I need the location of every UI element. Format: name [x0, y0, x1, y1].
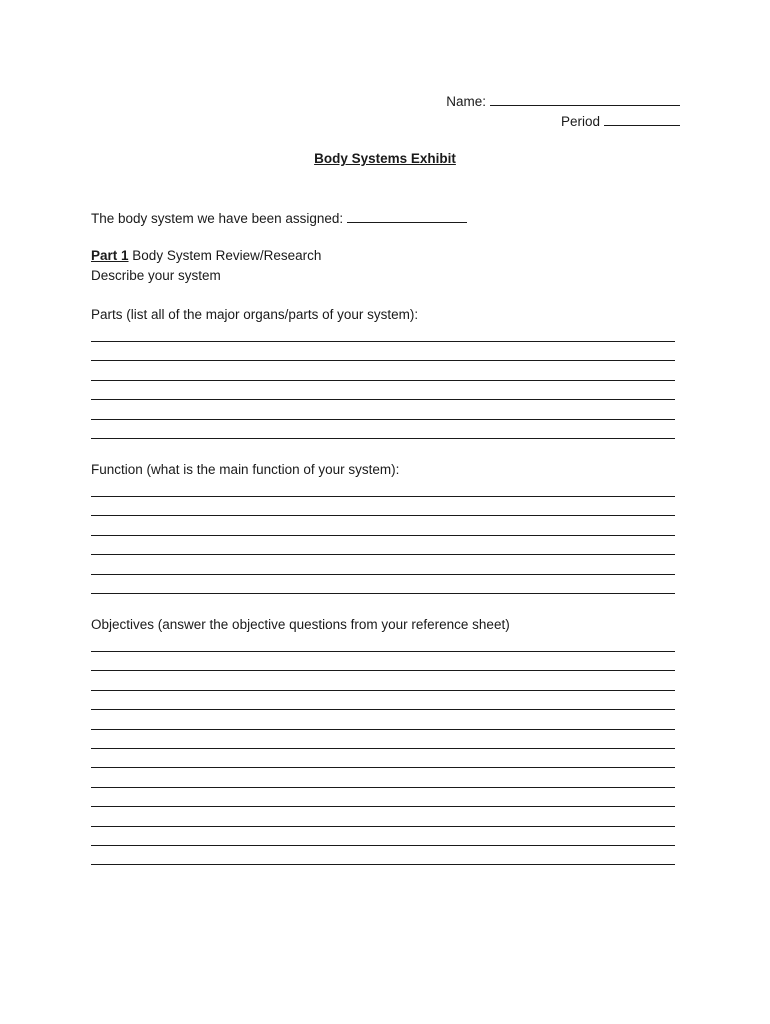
answer-line[interactable]: [91, 554, 675, 555]
name-blank[interactable]: [490, 92, 680, 106]
answer-line[interactable]: [91, 670, 675, 671]
answer-line[interactable]: [91, 845, 675, 846]
part1-subheading: Describe your system: [91, 268, 221, 283]
answer-line[interactable]: [91, 360, 675, 361]
answer-line[interactable]: [91, 787, 675, 788]
answer-line[interactable]: [91, 729, 675, 730]
assigned-system-blank[interactable]: [347, 209, 467, 223]
name-label: Name:: [446, 94, 486, 109]
period-blank[interactable]: [604, 112, 680, 126]
page-title: Body Systems Exhibit: [314, 151, 456, 166]
assigned-system-label: The body system we have been assigned:: [91, 211, 344, 226]
answer-line[interactable]: [91, 593, 675, 594]
answer-line[interactable]: [91, 806, 675, 807]
answer-line[interactable]: [91, 826, 675, 827]
parts-prompt: Parts (list all of the major organs/parts of your system):: [91, 307, 419, 322]
assigned-system-field: [91, 209, 467, 226]
answer-line[interactable]: [91, 709, 675, 710]
answer-line[interactable]: [91, 419, 675, 420]
part1-title: Body System Review/Research: [132, 248, 322, 263]
answer-line[interactable]: [91, 651, 675, 652]
answer-line[interactable]: [91, 748, 675, 749]
objectives-prompt: Objectives (answer the objective questions from your reference sheet): [91, 617, 510, 632]
period-label: Period: [560, 114, 600, 129]
answer-line[interactable]: [91, 438, 675, 439]
part1-heading: [91, 248, 321, 263]
answer-line[interactable]: [91, 341, 675, 342]
answer-line[interactable]: [91, 574, 675, 575]
period-field: [561, 112, 680, 129]
answer-line[interactable]: [91, 767, 675, 768]
answer-line[interactable]: [91, 535, 675, 536]
answer-line[interactable]: [91, 380, 675, 381]
name-field: [446, 92, 680, 109]
answer-line[interactable]: [91, 690, 675, 691]
answer-line[interactable]: [91, 399, 675, 400]
function-prompt: Function (what is the main function of your system):: [91, 462, 400, 477]
part1-label: Part 1: [91, 248, 129, 263]
answer-line[interactable]: [91, 496, 675, 497]
answer-line[interactable]: [91, 515, 675, 516]
answer-line[interactable]: [91, 864, 675, 865]
